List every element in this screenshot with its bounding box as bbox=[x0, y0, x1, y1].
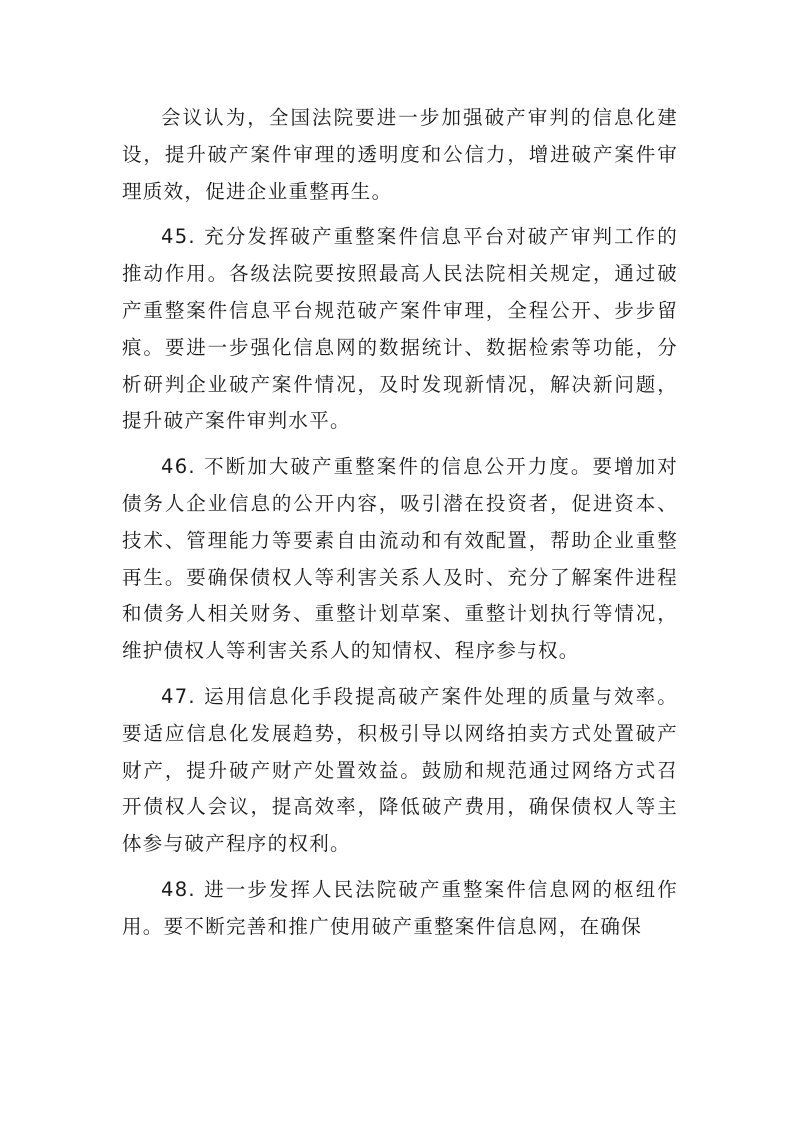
paragraph-intro: 会议认为，全国法院要进一步加强破产审判的信息化建设，提升破产案件审理的透明度和公信力，增进破产案件审理质效，促进企业重整再生。 bbox=[122, 106, 678, 203]
paragraph-45: 45. 充分发挥破产重整案件信息平台对破产审判工作的推动作用。各级法院要按照最高人民法院相关规定，通过破产重整案件信息平台规范破产案件审理，全程公开、步步留痕。要进一步强化信息网的数据统计、数据检索等功能，分析研判企业破产案件情况，及时发现新情况，解决新问题，提升破产案件审判水平。 bbox=[122, 225, 678, 433]
paragraph-47: 47. 运用信息化手段提高破产案件处理的质量与效率。要适应信息化发展趋势，积极引导以网络拍卖方式处置破产财产，提升破产财产处置效益。鼓励和规范通过网络方式召开债权人会议，提高效率，降低破产费用，确保债权人等主体参与破产程序的权利。 bbox=[122, 684, 678, 856]
paragraph-48: 48. 进一步发挥人民法院破产重整案件信息网的枢纽作用。要不断完善和推广使用破产重整案件信息网，在确保 bbox=[122, 877, 678, 938]
paragraph-46: 46. 不断加大破产重整案件的信息公开力度。要增加对债务人企业信息的公开内容，吸引潜在投资者，促进资本、技术、管理能力等要素自由流动和有效配置，帮助企业重整再生。要确保债权人等利害关系人及时、充分了解案件进程和债务人相关财务、重整计划草案、重整计划执行等情况，维护债权人等利害关系人的知情权、程序参与权。 bbox=[122, 455, 678, 663]
document-body bbox=[122, 100, 678, 955]
